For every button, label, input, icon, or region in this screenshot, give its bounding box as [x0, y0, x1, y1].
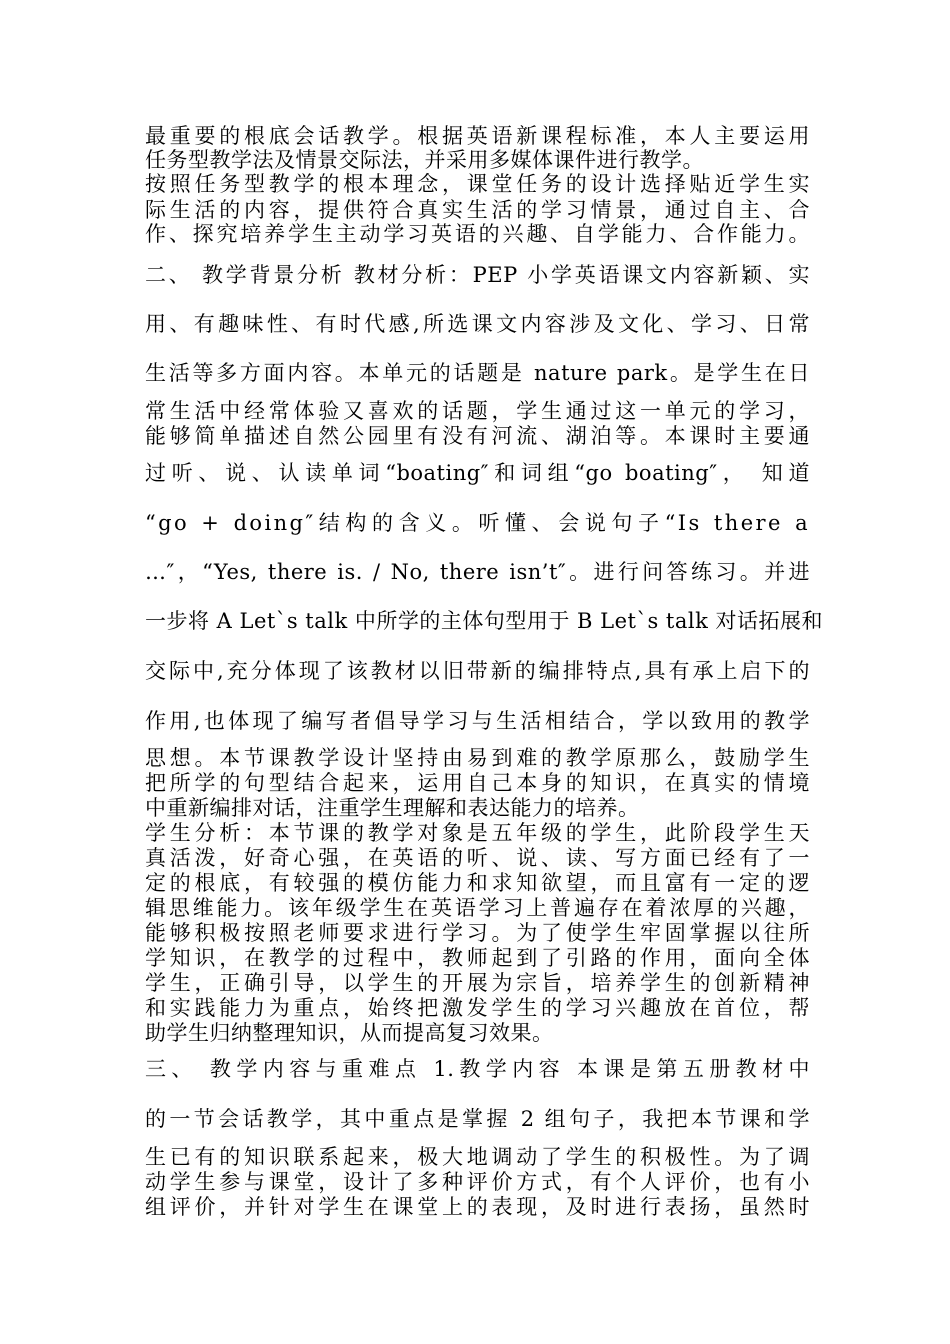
text-line: 辑思维能力。该年级学生在英语学习上普遍存在着浓厚的兴趣， [145, 896, 810, 920]
text-line: 际生活的内容，提供符合真实生活的学习情景，通过自主、合 [145, 198, 810, 222]
text-line: 能够简单描述自然公园里有没有河流、湖泊等。本课时主要通 [145, 424, 810, 448]
section-heading-line: 三、 教学内容与重难点 1.教学内容 本课是第五册教材中 [145, 1057, 810, 1081]
text-line: “go + doing″结构的含义。听懂、会说句子“Is there a [145, 511, 810, 535]
text-line: 助学生归纳整理知识，从而提高复习效果。 [145, 1021, 554, 1045]
text-line: …″，“Yes, there is. / No, there isn’t″。进行问答练习。并进 [145, 560, 810, 584]
text-line: 把所学的句型结合起来，运用自己本身的知识，在真实的情境 [145, 771, 810, 795]
text-line: 学生，正确引导，以学生的开展为宗旨，培养学生的创新精神 [145, 971, 810, 995]
text-line: 任务型教学法及情景交际法，并采用多媒体课件进行教学。 [145, 148, 704, 172]
text-line: 定的根底，有较强的模仿能力和求知欲望，而且富有一定的逻 [145, 871, 810, 895]
text-line: 最重要的根底会话教学。根据英语新课程标准，本人主要运用 [145, 124, 810, 148]
text-line: 常生活中经常体验又喜欢的话题，学生通过这一单元的学习， [145, 399, 810, 423]
text-line: 过听、说、认读单词“boating″和词组“go boating″， 知道 [145, 461, 810, 485]
text-line: 学知识，在教学的过程中，教师起到了引路的作用，面向全体 [145, 946, 810, 970]
text-line: 生活等多方面内容。本单元的话题是 nature park。是学生在日 [145, 361, 810, 385]
text-line: 学生分析：本节课的教学对象是五年级的学生，此阶段学生天 [145, 821, 810, 845]
text-line: 的一节会话教学，其中重点是掌握 2 组句子，我把本节课和学 [145, 1107, 810, 1131]
text-line: 作用,也体现了编写者倡导学习与生活相结合，学以致用的教学 [145, 709, 810, 733]
text-line: 思想。本节课教学设计坚持由易到难的教学原那么，鼓励学生 [145, 746, 810, 770]
text-line: 组评价，并针对学生在课堂上的表现，及时进行表扬，虽然时 [145, 1195, 810, 1219]
text-line: 中重新编排对话，注重学生理解和表达能力的培养。 [145, 796, 640, 820]
text-line: 生已有的知识联系起来，极大地调动了学生的积极性。为了调 [145, 1145, 810, 1169]
text-line: 和实践能力为重点，始终把激发学生的学习兴趣放在首位，帮 [145, 996, 810, 1020]
text-line: 按照任务型教学的根本理念，课堂任务的设计选择贴近学生实 [145, 172, 810, 196]
text-line: 一步将 A Let`s talk 中所学的主体句型用于 B Let`s talk 对话拓展和 [145, 609, 823, 633]
text-line: 动学生参与课堂，设计了多种评价方式，有个人评价，也有小 [145, 1170, 810, 1194]
section-heading-line: 二、 教学背景分析 教材分析：PEP 小学英语课文内容新颖、实 [145, 263, 810, 287]
text-line: 用、有趣味性、有时代感,所选课文内容涉及文化、学习、日常 [145, 312, 810, 336]
text-line: 交际中,充分体现了该教材以旧带新的编排特点,具有承上启下的 [145, 659, 810, 683]
text-line: 作、探究培养学生主动学习英语的兴趣、自学能力、合作能力。 [145, 222, 810, 246]
text-line: 真活泼，好奇心强，在英语的听、说、读、写方面已经有了一 [145, 846, 810, 870]
text-line: 能够积极按照老师要求进行学习。为了使学生牢固掌握以往所 [145, 921, 810, 945]
